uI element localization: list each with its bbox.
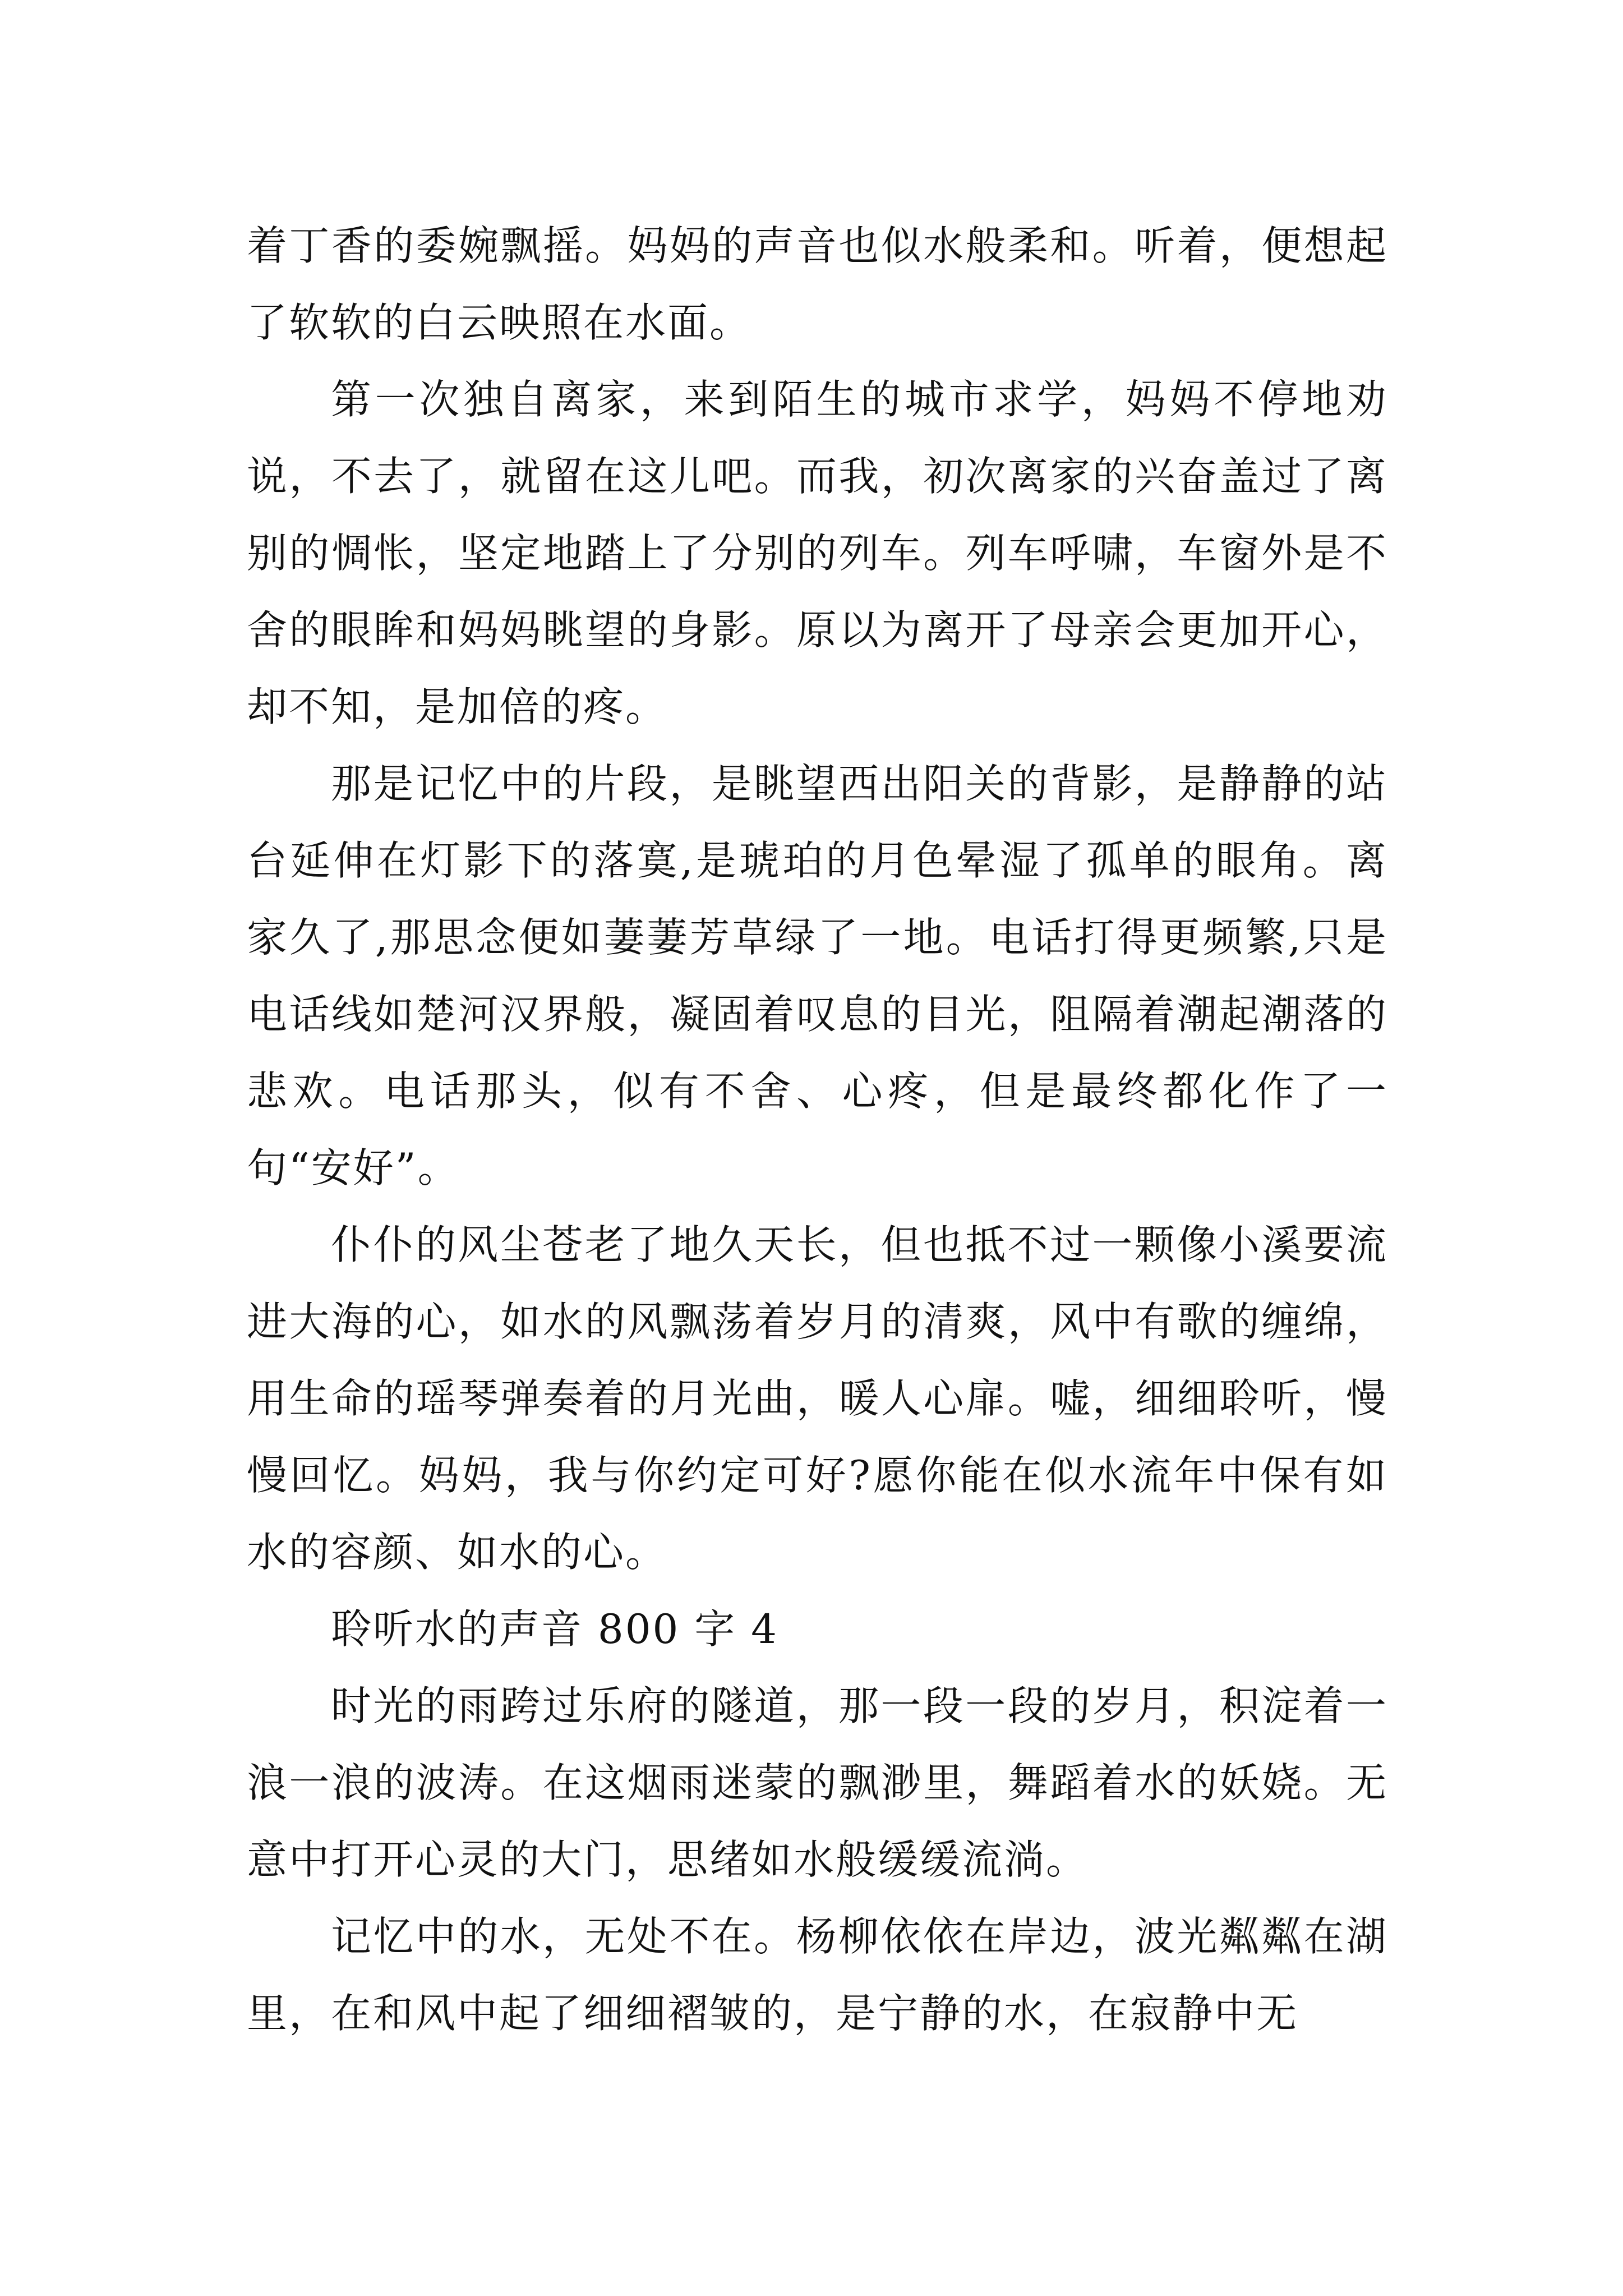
paragraph: 第一次独自离家，来到陌生的城市求学，妈妈不停地劝说，不去了，就留在这儿吧。而我，初次离家的兴奋盖过了离别的惆怅，坚定地踏上了分别的列车。列车呼啸，车窗外是不舍的眼眸和妈妈眺望的身影。原以为离开了母亲会更加开心，却不知，是加倍的疼。 [247,376,1388,730]
section-title: 聆听水的声音 800 字 4 [331,1605,778,1653]
paragraph: 记忆中的水，无处不在。杨柳依依在岸边，波光粼粼在湖里，在和风中起了细细褶皱的，是宁静的水，在寂静中无 [247,1913,1388,2037]
paragraph: 时光的雨跨过乐府的隧道，那一段一段的岁月，积淀着一浪一浪的波涛。在这烟雨迷蒙的飘渺里，舞蹈着水的妖娆。无意中打开心灵的大门，思绪如水般缓缓流淌。 [247,1682,1388,1883]
document-body [247,208,1388,2052]
paragraph: 仆仆的风尘苍老了地久天长，但也抵不过一颗像小溪要流进大海的心，如水的风飘荡着岁月的清爽，风中有歌的缠绵，用生命的瑶琴弹奏着的月光曲，暖人心扉。嘘，细细聆听，慢慢回忆。妈妈，我与你约定可好?愿你能在似水流年中保有如水的容颜、如水的心。 [247,1221,1388,1576]
paragraph-continued: 着丁香的委婉飘摇。妈妈的声音也似水般柔和。听着，便想起了软软的白云映照在水面。 [247,222,1388,346]
paragraph: 那是记忆中的片段，是眺望西出阳关的背影，是静静的站台延伸在灯影下的落寞,是琥珀的月色晕湿了孤单的眼角。离家久了,那思念便如萋萋芳草绿了一地。电话打得更频繁,只是电话线如楚河汉界般，凝固着叹息的目光，阻隔着潮起潮落的悲欢。电话那头，似有不舍、心疼，但是最终都化作了一句“安好”。 [247,760,1388,1191]
